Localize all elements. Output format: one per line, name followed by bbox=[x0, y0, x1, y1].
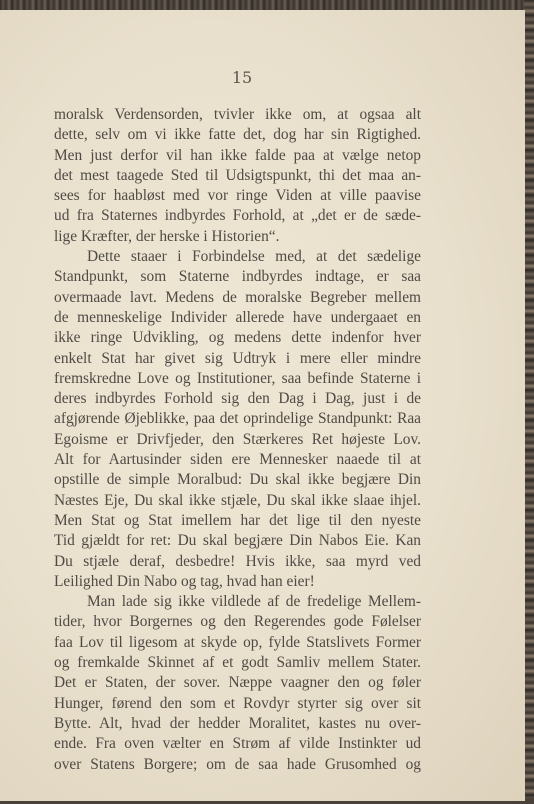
book-edge-right bbox=[524, 0, 534, 804]
text-line: enkelt Stat har givet sig Udtryk i mere eller mindre bbox=[54, 349, 421, 367]
text-line: Hunger, førend den som et Rovdyr styrter sig over sit bbox=[54, 694, 421, 712]
text-line: ende. Fra oven vælter en Strøm af vilde Instinkter ud bbox=[54, 735, 421, 753]
paragraph bbox=[54, 105, 421, 247]
text-line: dette, selv om vi ikke fatte det, dog har sin Rigtighed. bbox=[54, 126, 421, 144]
text-line: Egoisme er Drivfjeder, den Stærkeres Ret højeste Lov. bbox=[54, 430, 421, 448]
text-line: deres indbyrdes Forhold sig den Dag i Dag, just i de bbox=[54, 390, 421, 408]
text-line: Men just derfor vil han ikke falde paa at vælge netop bbox=[54, 146, 421, 164]
text-line: fremskredne Love og Institutioner, saa befinde Staterne i bbox=[54, 369, 421, 387]
page-number: 15 bbox=[231, 68, 253, 87]
paragraph bbox=[54, 592, 421, 775]
text-line: sees for haabløst med vor ringe Viden at ville paavise bbox=[54, 187, 421, 205]
text-line: Du stjæle deraf, desbedre! Hvis ikke, saa myrd ved bbox=[54, 552, 421, 570]
text-line: Bytte. Alt, hvad der hedder Moralitet, kastes nu over- bbox=[54, 714, 421, 732]
text-line: lige Kræfter, der herske i Historien“. bbox=[54, 227, 280, 245]
paragraph bbox=[54, 247, 421, 592]
text-line: moralsk Verdensorden, tvivler ikke om, at ogsaa alt bbox=[54, 106, 421, 123]
text-line: tider, hvor Borgernes og den Regerendes gode Følelser bbox=[54, 613, 421, 631]
text-line: Alt for Aartusinder siden ere Mennesker naaede til at bbox=[54, 451, 421, 469]
text-line: Man lade sig ikke vildlede af de fredelige Mellem- bbox=[87, 593, 421, 611]
text-line: Leilighed Din Nabo og tag, hvad han eier! bbox=[54, 572, 315, 590]
text-line: faa Lov til ligesom at skyde op, fylde Statslivets Former bbox=[54, 633, 421, 651]
text-line: Men Stat og Stat imellem har det lige til den nyeste bbox=[54, 511, 421, 529]
text-line: ikke ringe Udvikling, og medens dette indenfor hver bbox=[54, 329, 421, 347]
text-line: det mest taagede Sted til Udsigtspunkt, thi det maa an- bbox=[54, 166, 421, 184]
text-line: Dette staaer i Forbindelse med, at det sædelige bbox=[87, 248, 421, 266]
text-line: de menneskelige Individer allerede have undergaaet en bbox=[54, 308, 421, 326]
text-line: Standpunkt, som Staterne indbyrdes indtage, er saa bbox=[54, 268, 421, 286]
text-line: over Statens Borgere; om de saa hade Grusomhed og bbox=[54, 755, 421, 773]
text-line: Tid gjældt for ret: Du skal begjære Din Nabos Eie. Kan bbox=[54, 532, 421, 550]
text-line: afgjørende Øjeblikke, paa det oprindelige Standpunkt: Raa bbox=[54, 410, 421, 428]
text-line: opstille de simple Moralbud: Du skal ikke begjære Din bbox=[54, 471, 421, 489]
text-line: Det er Staten, der sover. Næppe vaagner den og føler bbox=[54, 674, 421, 692]
body-text bbox=[54, 105, 421, 775]
book-page bbox=[0, 10, 525, 801]
text-line: overmaade lavt. Medens de moralske Begreber mellem bbox=[54, 288, 421, 306]
text-line: ud fra Staternes indbyrdes Forhold, at „det er de sæde- bbox=[54, 207, 421, 225]
text-line: Næstes Eje, Du skal ikke stjæle, Du skal ikke slaae ihjel. bbox=[54, 491, 421, 509]
text-line: og fremkalde Skinnet af et godt Samliv mellem Stater. bbox=[54, 654, 421, 672]
